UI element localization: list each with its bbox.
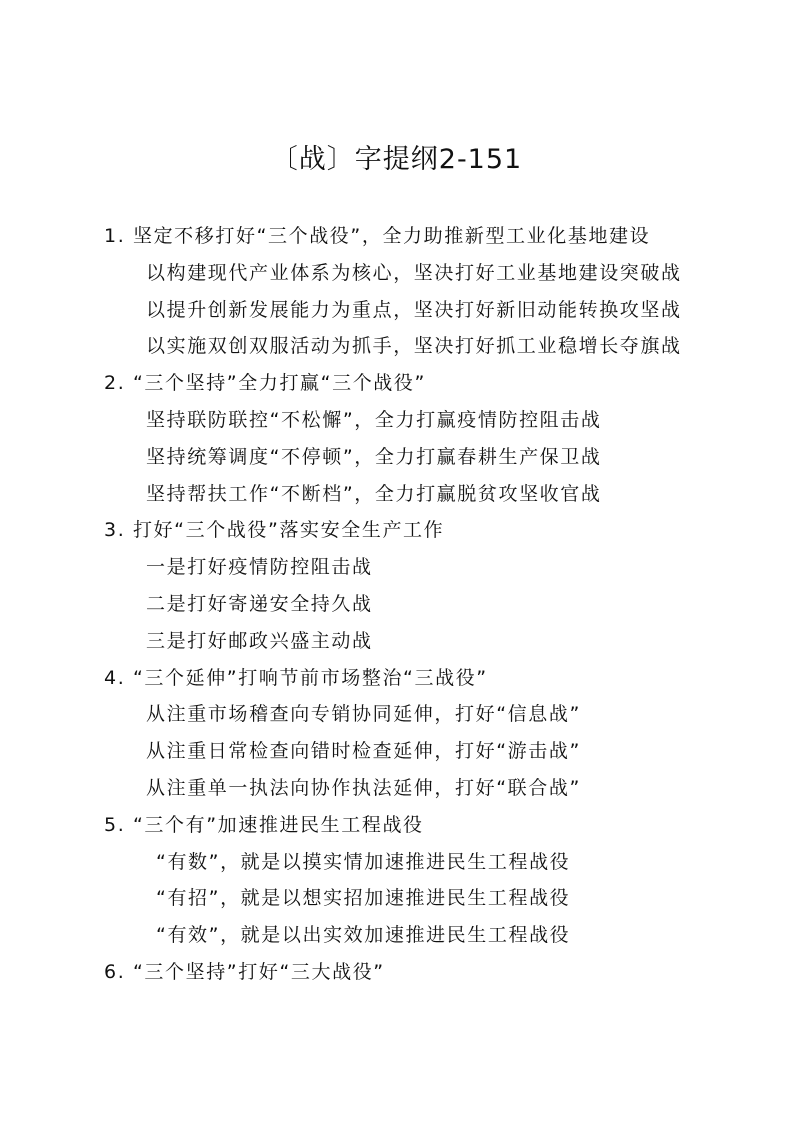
section-2-item-2: 坚持统筹调度“不停顿”，全力打赢春耕生产保卫战 (146, 445, 602, 468)
section-heading-5: 5. “三个有”加速推进民生工程战役 (104, 813, 424, 836)
section-3-item-2: 二是打好寄递安全持久战 (146, 592, 373, 615)
section-heading-4: 4. “三个延伸”打响节前市场整治“三战役” (104, 666, 488, 689)
section-1-item-3: 以实施双创双服活动为抓手，坚决打好抓工业稳增长夺旗战 (146, 335, 682, 358)
section-heading-1: 1. 坚定不移打好“三个战役”，全力助推新型工业化基地建设 (104, 225, 651, 247)
section-5-item-3: “有效”，就是以出实效加速推进民生工程战役 (156, 924, 571, 947)
outline-content (104, 218, 784, 991)
section-4-item-2: 从注重日常检查向错时检查延伸，打好“游击战” (146, 740, 581, 763)
section-2-item-1: 坚持联防联控“不松懈”，全力打赢疫情防控阻击战 (146, 408, 602, 431)
document-title: 〔战〕字提纲2-151 (270, 144, 523, 175)
section-4-item-3: 从注重单一执法向协作执法延伸，打好“联合战” (146, 776, 581, 799)
section-1-item-1: 以构建现代产业体系为核心，坚决打好工业基地建设突破战 (146, 261, 682, 284)
section-heading-6: 6. “三个坚持”打好“三大战役” (104, 960, 385, 983)
section-4-item-1: 从注重市场稽查向专销协同延伸，打好“信息战” (146, 703, 581, 726)
section-3-item-3: 三是打好邮政兴盛主动战 (146, 629, 373, 652)
section-heading-2: 2. “三个坚持”全力打赢“三个战役” (104, 372, 426, 395)
section-5-item-1: “有数”，就是以摸实情加速推进民生工程战役 (156, 850, 571, 873)
section-3-item-1: 一是打好疫情防控阻击战 (146, 556, 373, 579)
section-1-item-2: 以提升创新发展能力为重点，坚决打好新旧动能转换攻坚战 (146, 298, 682, 321)
section-heading-3: 3. 打好“三个战役”落实安全生产工作 (104, 519, 445, 542)
section-2-item-3: 坚持帮扶工作“不断档”，全力打赢脱贫攻坚收官战 (146, 482, 602, 505)
section-5-item-2: “有招”，就是以想实招加速推进民生工程战役 (156, 887, 571, 910)
